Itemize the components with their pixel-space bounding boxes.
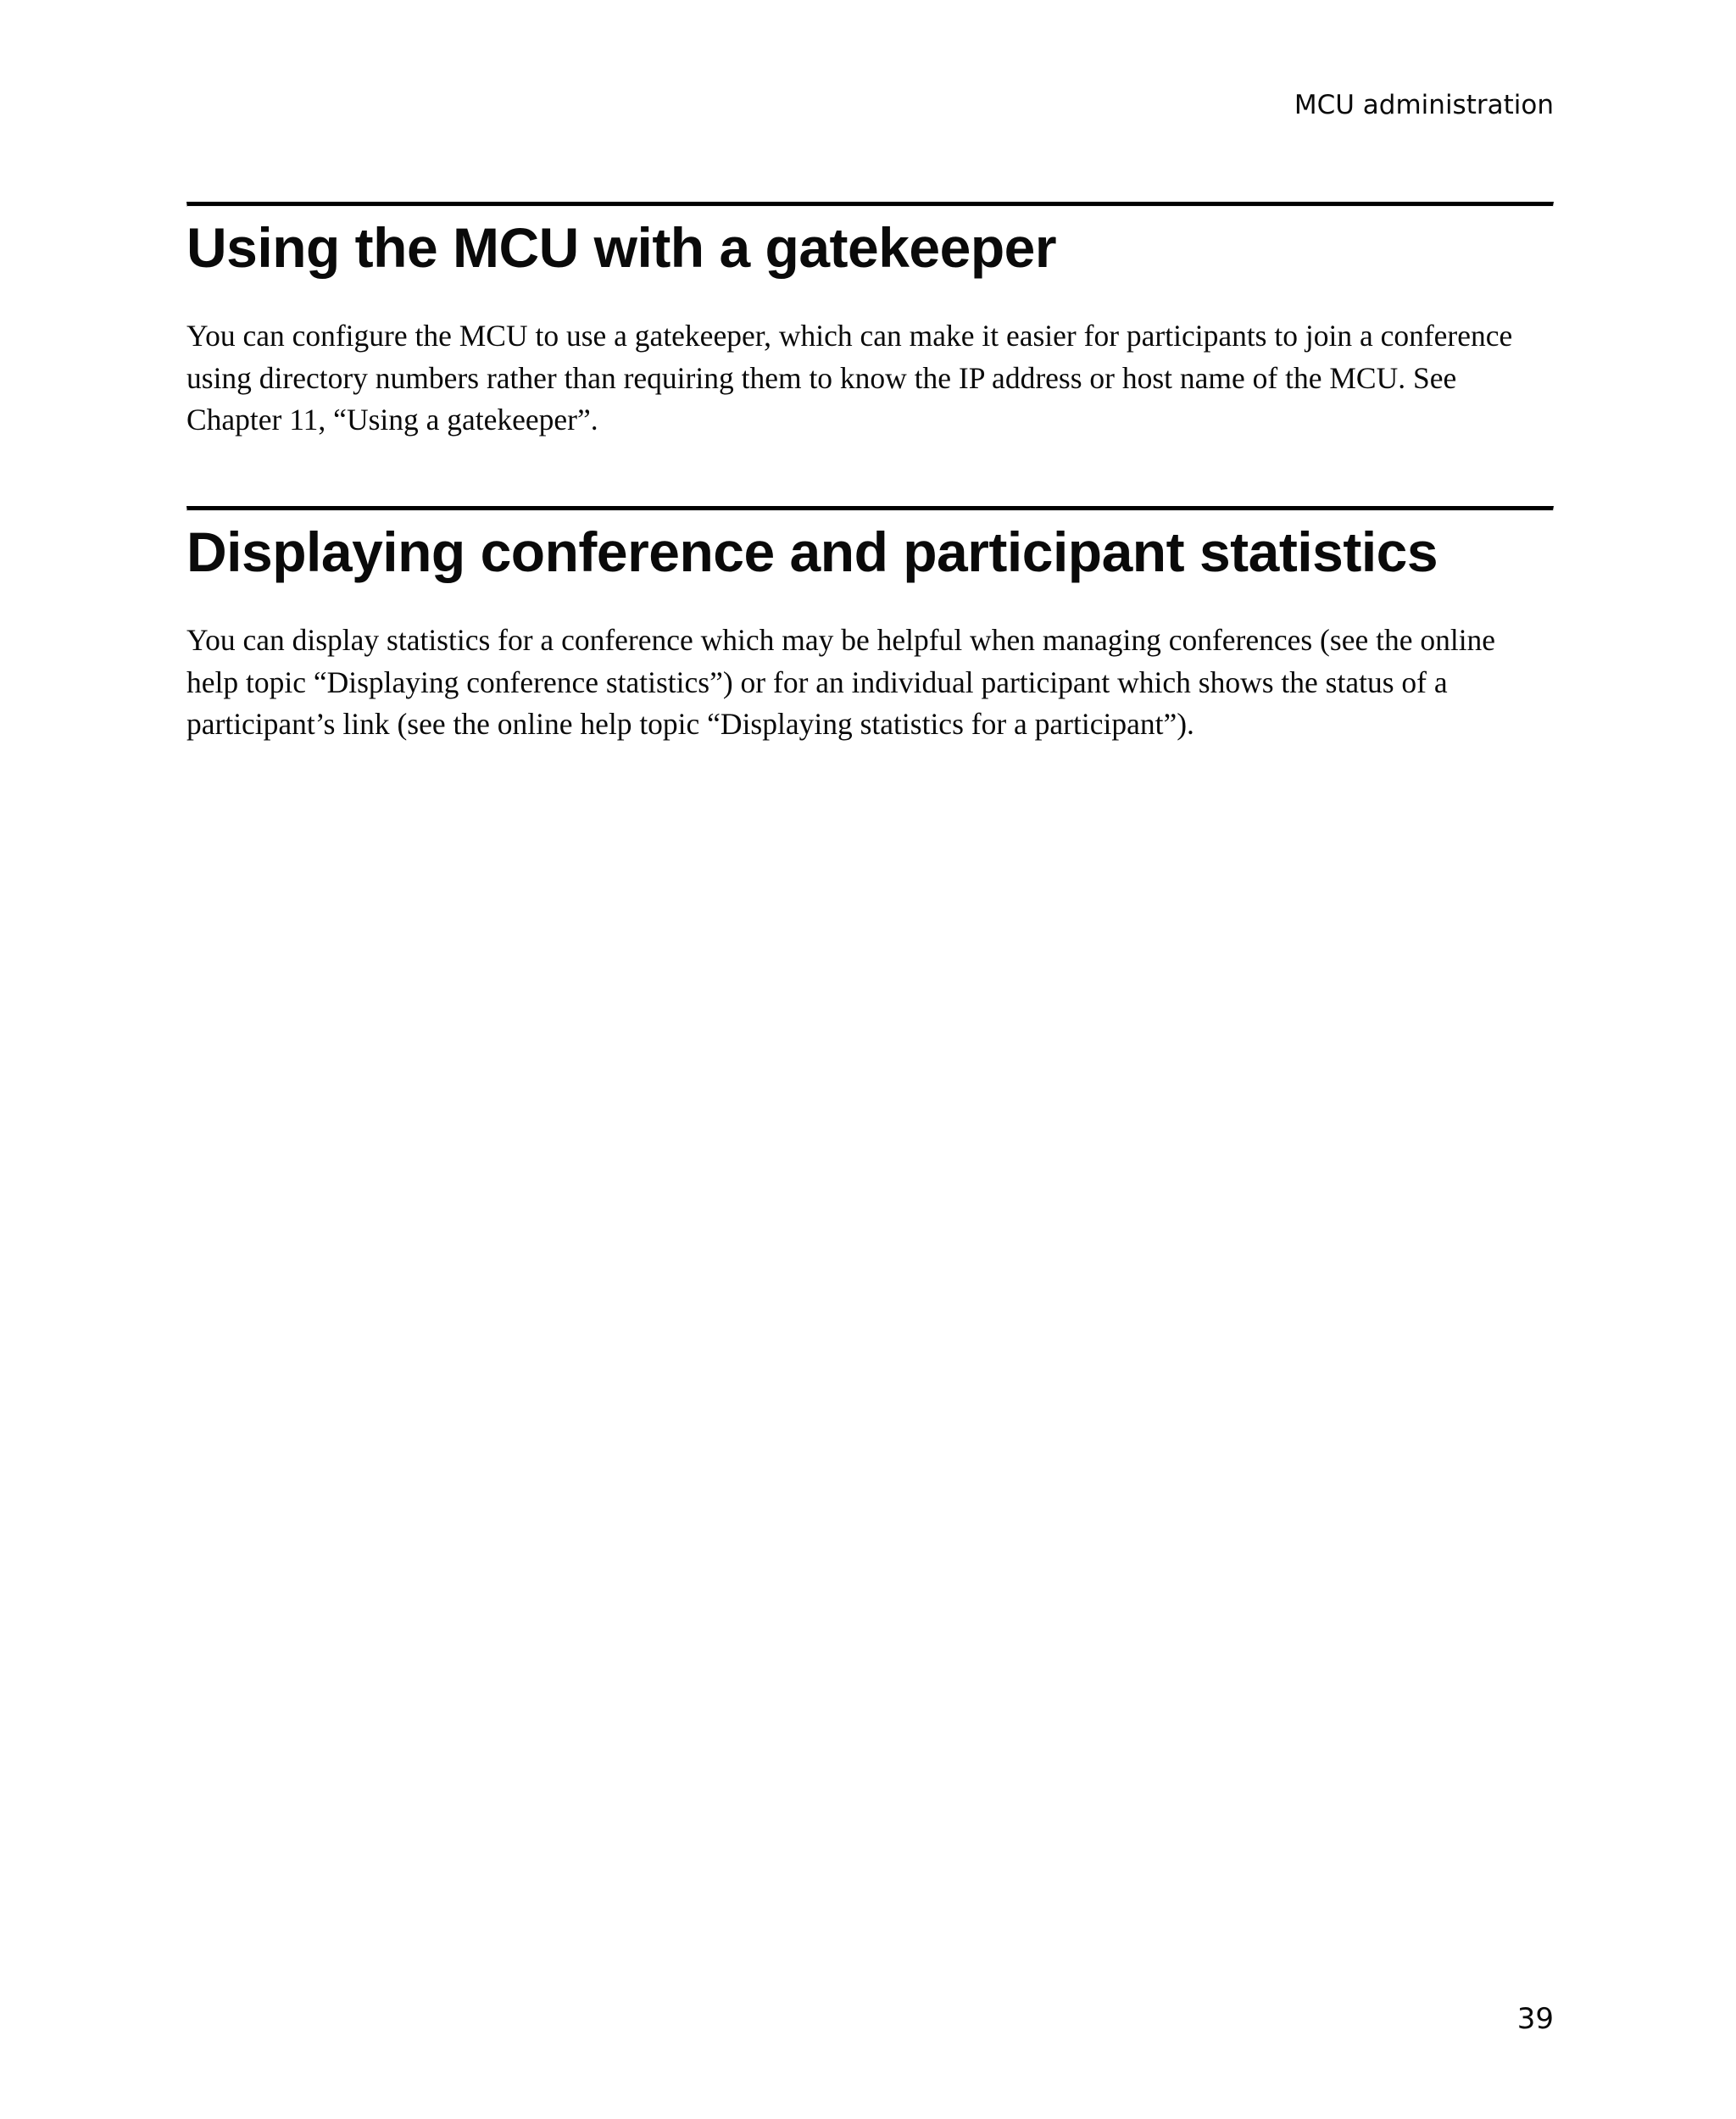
section-title: Displaying conference and participant statistics	[186, 520, 1438, 583]
section-statistics	[186, 506, 1554, 746]
running-header: MCU administration	[1294, 90, 1554, 120]
page-number: 39	[1516, 2002, 1554, 2036]
section-paragraph: You can configure the MCU to use a gatekeeper, which can make it easier for participants to join a conference using directory numbers rather than requiring them to know the IP address or host name of the MCU. See Chapter 11, “Using a gatekeeper”.	[186, 319, 1513, 437]
section-paragraph: You can display statistics for a conference which may be helpful when managing conferences (see the online help topic “Displaying conference statistics”) or for an individual participant which shows the status of a participant’s link (see the online help topic “Displaying statistics for a participant”).	[186, 623, 1496, 741]
section-gatekeeper	[186, 202, 1554, 442]
section-title: Using the MCU with a gatekeeper	[186, 216, 1057, 279]
